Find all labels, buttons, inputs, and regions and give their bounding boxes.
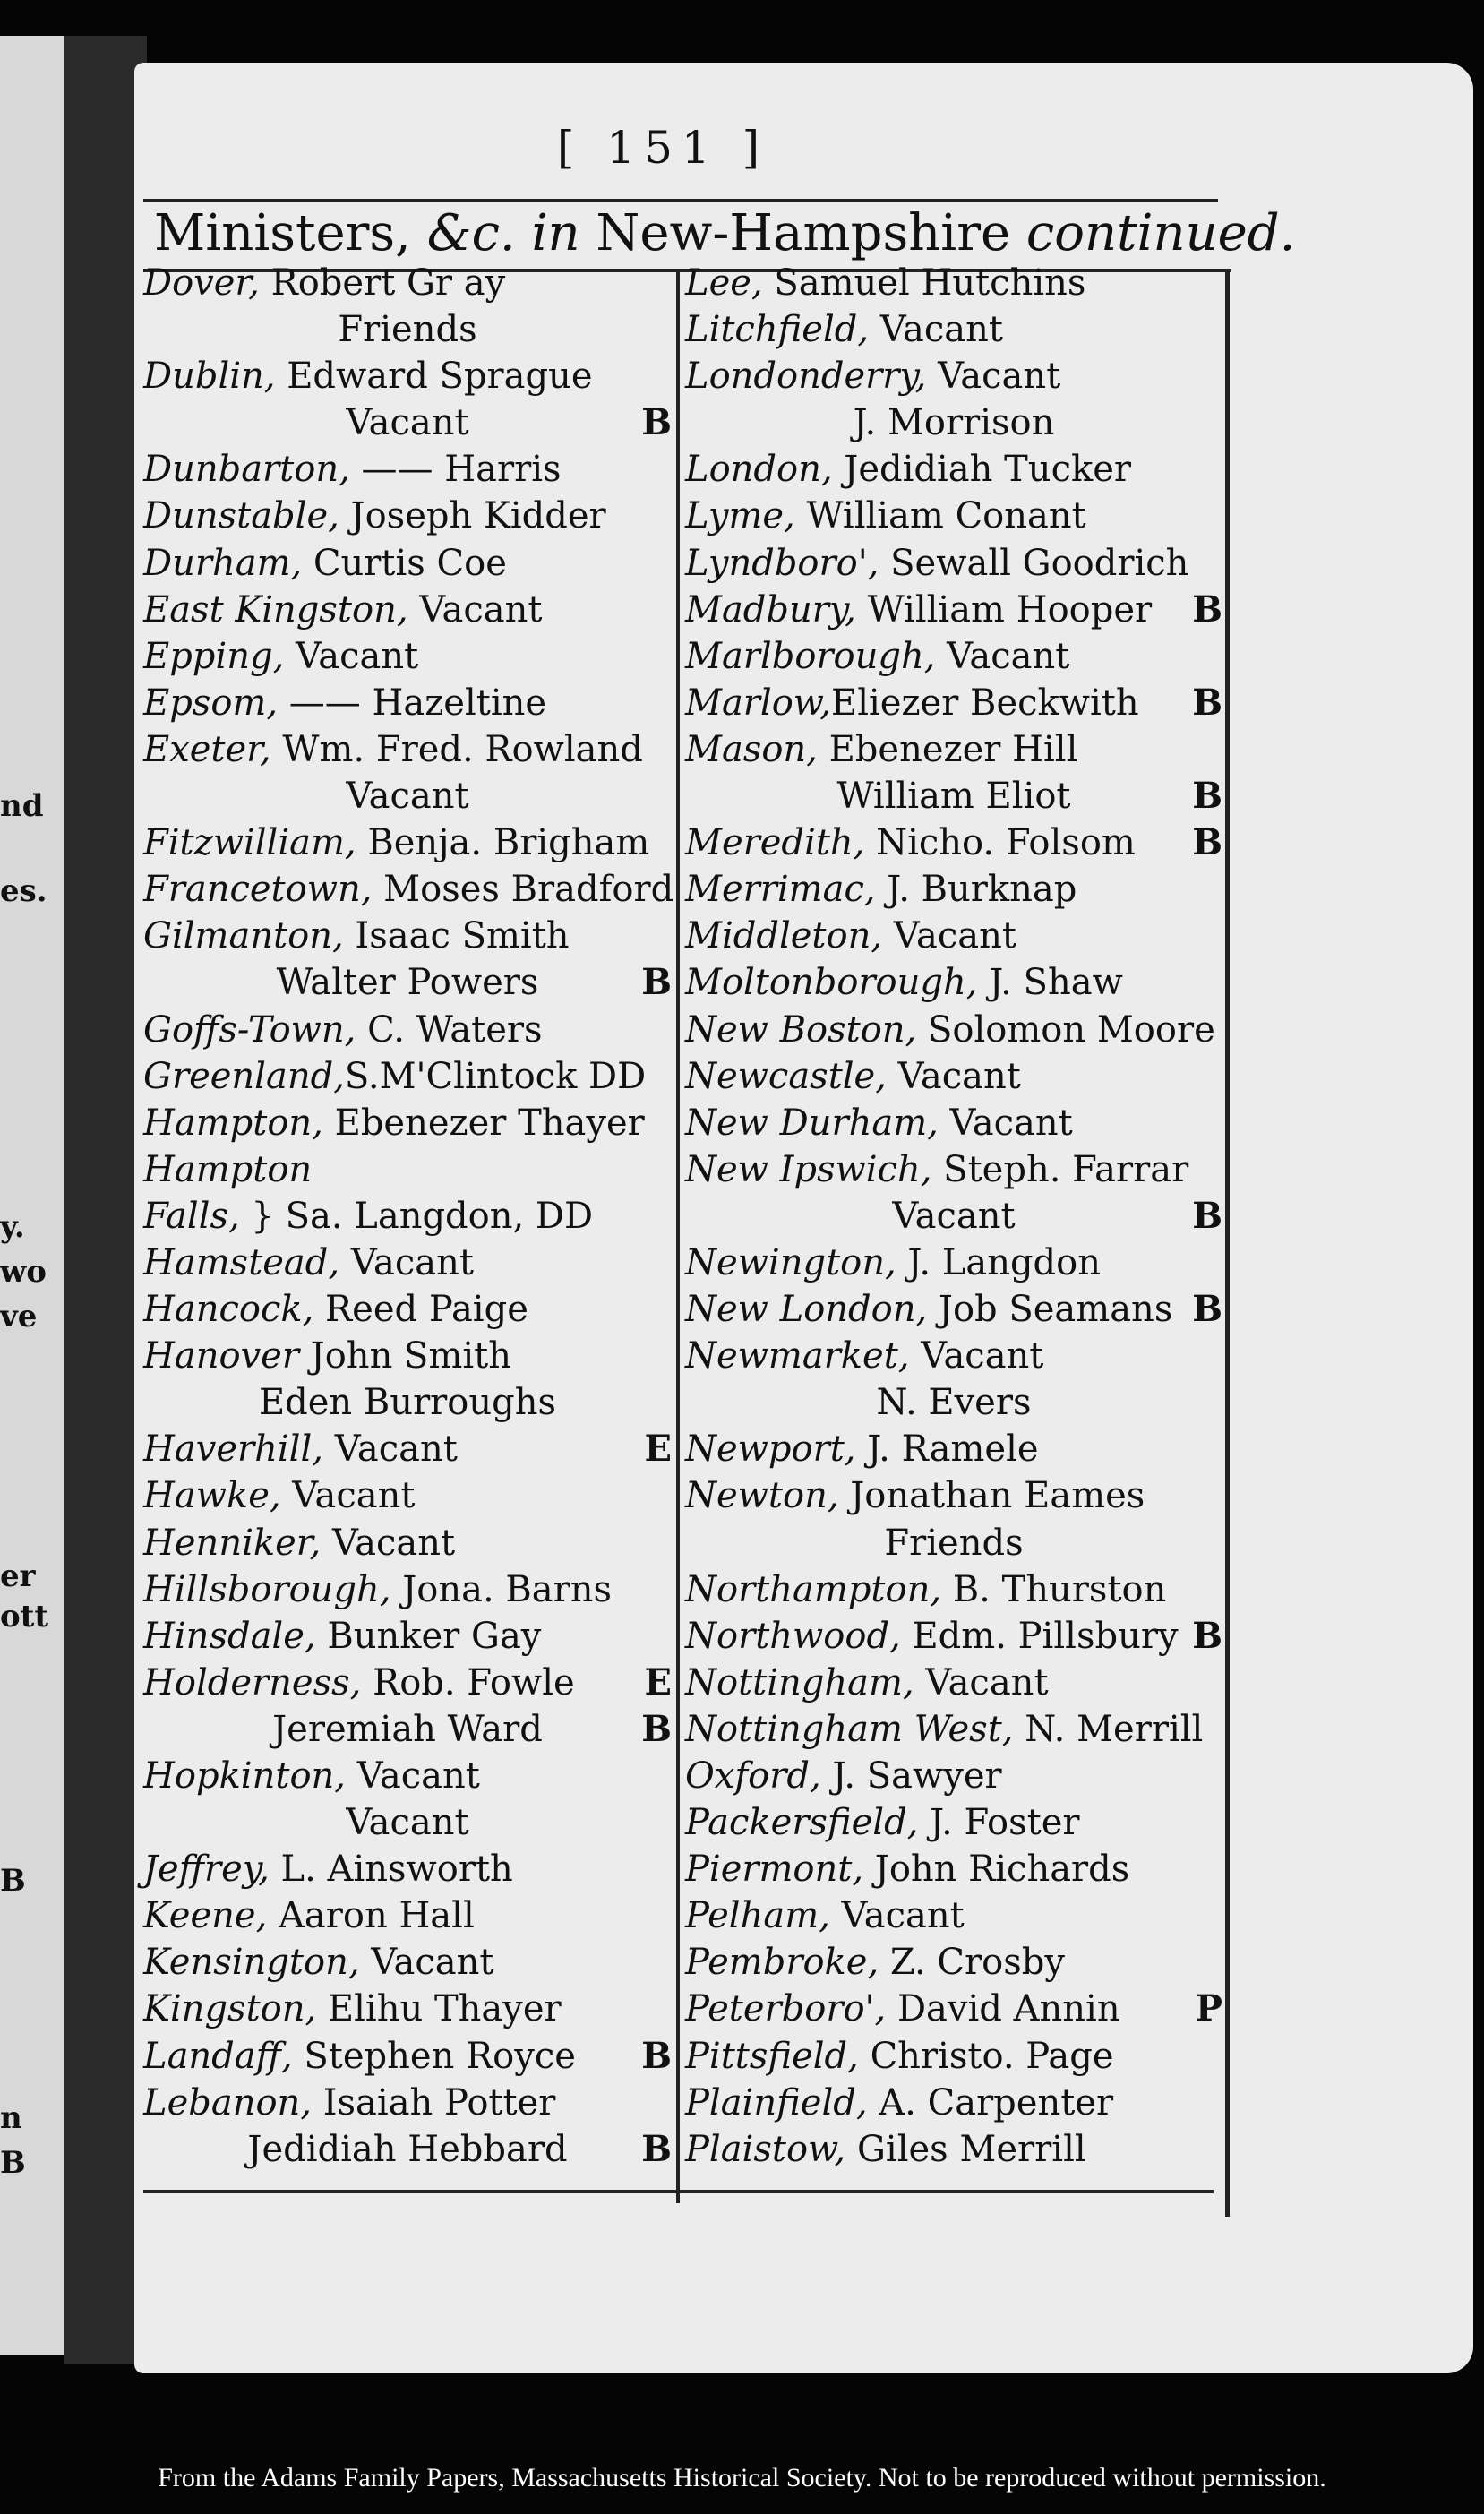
directory-entry: [143, 1333, 672, 1379]
directory-entry: [143, 2033, 672, 2080]
directory-entry: [143, 1986, 672, 2032]
heading-part: continued.: [1025, 204, 1296, 262]
town-name: Nottingham West,: [685, 1708, 1014, 1750]
town-name: Plainfield,: [685, 2081, 868, 2124]
minister-name: Robert Gr ay: [259, 262, 506, 304]
town-name: New Ipswich,: [685, 1148, 932, 1190]
minister-name: J. Ramele: [855, 1429, 1039, 1471]
minister-name: Job Seamans: [927, 1289, 1173, 1331]
directory-entry: [685, 1613, 1222, 1660]
minister-name: Vacant: [407, 588, 543, 631]
minister-name: —— Hazeltine: [278, 682, 547, 724]
heading-part: Ministers,: [154, 204, 427, 262]
directory-entry: [143, 1799, 672, 1846]
town-name: Hampton: [143, 1148, 313, 1190]
directory-entry: [143, 633, 672, 680]
minister-name: J. Morrison: [853, 402, 1055, 444]
directory-entry: [143, 2126, 672, 2173]
heading-part: &c.: [426, 204, 516, 262]
directory-entry: [685, 773, 1222, 819]
town-name: Merrimac,: [685, 869, 876, 911]
directory-entry: [143, 1613, 672, 1660]
directory-entry: [143, 260, 672, 306]
minister-name: J. Foster: [918, 1802, 1080, 1844]
directory-entry: [143, 1007, 672, 1053]
directory-entry: [143, 1193, 672, 1240]
prev-page-fragment: n: [0, 2100, 22, 2136]
minister-name: J. Shaw: [977, 962, 1123, 1004]
town-name: Hanover: [143, 1335, 299, 1377]
minister-name: S.M'Clintock DD: [344, 1055, 647, 1097]
minister-name: Friends: [884, 1522, 1024, 1564]
minister-name: Giles Merrill: [845, 2128, 1086, 2170]
directory-entry: [143, 1566, 672, 1613]
town-name: Dunbarton,: [143, 449, 350, 491]
minister-name: Stephen Royce: [292, 2035, 576, 2077]
town-name: Lyme,: [685, 495, 795, 537]
directory-entry: [143, 866, 672, 913]
minister-name: Vacant: [869, 309, 1003, 351]
town-name: Durham,: [143, 542, 303, 584]
town-name: New Boston,: [685, 1008, 917, 1051]
directory-entry: [685, 1053, 1222, 1100]
minister-name: Vacant: [346, 1755, 480, 1797]
town-name: Hinsdale,: [143, 1615, 316, 1657]
directory-entry: [143, 1100, 672, 1146]
town-name: Falls,: [143, 1195, 240, 1237]
minister-name: Joseph Kidder: [339, 495, 606, 537]
minister-name: Edward Sprague: [275, 356, 593, 398]
directory-entry: [143, 587, 672, 633]
town-name: Pittsfield,: [685, 2035, 859, 2077]
directory-entry: [685, 306, 1222, 353]
directory-entry: [685, 1472, 1222, 1519]
directory-entry: [685, 1892, 1222, 1939]
minister-name: John Richards: [863, 1849, 1130, 1891]
directory-entry: [685, 1846, 1222, 1892]
town-name: Newport,: [685, 1429, 856, 1471]
denomination-mark: B: [1192, 1614, 1222, 1657]
minister-name: Rob. Fowle: [361, 1661, 575, 1703]
directory-entry: [685, 1333, 1222, 1379]
town-name: Hillsborough,: [143, 1568, 391, 1610]
minister-name: Vacant: [938, 1102, 1073, 1144]
prev-page-fragment: nd: [0, 788, 44, 824]
directory-entry: [685, 819, 1222, 866]
denomination-mark: B: [1192, 1194, 1222, 1237]
minister-name: J. Langdon: [896, 1241, 1102, 1283]
directory-entry: [685, 493, 1222, 539]
town-name: Greenland,: [143, 1055, 345, 1097]
minister-name: Eliezer Beckwith: [831, 682, 1139, 724]
directory-entry: [143, 1892, 672, 1939]
directory-entry: [143, 540, 672, 587]
town-name: East Kingston,: [143, 588, 408, 631]
minister-name: —— Harris: [349, 449, 562, 491]
town-name: Francetown,: [143, 869, 373, 911]
header-rule: [143, 199, 1218, 202]
minister-name: Friends: [338, 309, 477, 351]
table-frame-bottom: [143, 2190, 1214, 2193]
minister-name: Wm. Fred. Rowland: [270, 728, 643, 770]
denomination-mark: B: [1192, 588, 1222, 631]
page-number: [ 151 ]: [556, 122, 769, 174]
heading-part: in: [515, 204, 596, 262]
town-name: Nottingham,: [685, 1661, 914, 1703]
denomination-mark: B: [1192, 821, 1222, 864]
town-name: Meredith,: [685, 822, 865, 864]
town-name: Haverhill,: [143, 1429, 323, 1471]
denomination-mark: P: [1195, 1987, 1222, 2030]
directory-entry: [143, 1379, 672, 1426]
prev-page-fragment: B: [0, 2145, 26, 2181]
directory-entry: [685, 446, 1222, 493]
minister-name: Ebenezer Hill: [817, 728, 1078, 770]
directory-entry: [143, 1753, 672, 1799]
directory-entry: [685, 353, 1222, 399]
previous-page-edge: [0, 36, 68, 2355]
directory-entry: [143, 1472, 672, 1519]
minister-name: Benja. Brigham: [356, 822, 650, 864]
minister-name: Vacant: [339, 1241, 474, 1283]
town-name: Lebanon,: [143, 2081, 313, 2124]
minister-name: Vacant: [346, 776, 469, 818]
denomination-mark: E: [644, 1660, 672, 1703]
minister-name: David Annin: [886, 1988, 1120, 2030]
minister-name: Steph. Farrar: [931, 1148, 1189, 1190]
town-name: Lyndboro',: [685, 542, 879, 584]
directory-entry: [143, 726, 672, 773]
minister-name: Vacant: [926, 356, 1061, 398]
denomination-mark: B: [641, 2127, 672, 2170]
directory-entry: [685, 1100, 1222, 1146]
directory-entry: [143, 913, 672, 959]
prev-page-fragment: wo: [0, 1254, 47, 1290]
directory-entry: [143, 493, 672, 539]
directory-entry: [685, 680, 1222, 726]
directory-entry: [685, 1566, 1222, 1613]
directory-entry: [143, 680, 672, 726]
directory-entry: [143, 2080, 672, 2126]
minister-name: Elihu Thayer: [316, 1988, 562, 2030]
directory-entry: [685, 2126, 1222, 2173]
heading-part: New-Hampshire: [596, 204, 1026, 262]
minister-name: Vacant: [909, 1335, 1044, 1377]
minister-name: Vacant: [321, 1522, 456, 1564]
town-name: Oxford,: [685, 1755, 821, 1797]
minister-name: Vacant: [886, 1055, 1021, 1097]
denomination-mark: B: [641, 961, 672, 1004]
minister-name: Vacant: [829, 1895, 965, 1937]
town-name: Piermont,: [685, 1849, 864, 1891]
minister-name: Vacant: [914, 1661, 1049, 1703]
minister-name: Nicho. Folsom: [864, 822, 1136, 864]
prev-page-fragment: es.: [0, 873, 47, 909]
minister-name: J. Sawyer: [820, 1755, 1002, 1797]
minister-name: Vacant: [882, 915, 1016, 957]
town-name: London,: [685, 449, 833, 491]
directory-entry: [685, 1240, 1222, 1286]
directory-entry: [685, 587, 1222, 633]
minister-name: John Smith: [298, 1335, 511, 1377]
directory-entry: [143, 1146, 672, 1193]
directory-entry: [143, 1939, 672, 1986]
town-name: Jeffrey,: [143, 1849, 270, 1891]
directory-entry: [143, 1660, 672, 1706]
prev-page-fragment: ve: [0, 1299, 38, 1334]
directory-entry: [685, 399, 1222, 446]
directory-entry: [685, 2033, 1222, 2080]
town-name: Newmarket,: [685, 1335, 910, 1377]
town-name: Kensington,: [143, 1942, 360, 1984]
town-name: Mason,: [685, 728, 818, 770]
town-name: Dublin,: [143, 356, 276, 398]
town-name: Londonderry,: [685, 356, 927, 398]
town-name: Exeter,: [143, 728, 271, 770]
left-column: [143, 260, 672, 2173]
column-divider: [676, 269, 680, 2203]
directory-entry: [143, 306, 672, 353]
town-name: Hawke,: [143, 1475, 281, 1517]
prev-page-fragment: er: [0, 1558, 36, 1594]
minister-name: Jedidiah Tucker: [832, 449, 1131, 491]
minister-name: Isaac Smith: [343, 915, 570, 957]
denomination-mark: B: [641, 401, 672, 444]
minister-name: Vacant: [346, 402, 469, 444]
directory-entry: [685, 1706, 1222, 1753]
minister-name: Vacant: [892, 1195, 1016, 1237]
directory-entry: [143, 1520, 672, 1566]
directory-entry: [685, 913, 1222, 959]
directory-entry: [143, 1286, 672, 1333]
minister-name: Eden Burroughs: [258, 1382, 557, 1424]
town-name: Pelham,: [685, 1895, 830, 1937]
denomination-mark: E: [644, 1428, 672, 1471]
page-heading: [154, 204, 1296, 262]
town-name: Hamstead,: [143, 1241, 340, 1283]
directory-entry: [143, 353, 672, 399]
prev-page-fragment: ott: [0, 1599, 49, 1635]
directory-entry: [143, 773, 672, 819]
directory-entry: [685, 726, 1222, 773]
town-name: Landaff,: [143, 2035, 293, 2077]
town-name: Goffs-Town,: [143, 1008, 356, 1051]
town-name: Dunstable,: [143, 495, 339, 537]
minister-name: J. Burknap: [875, 869, 1077, 911]
town-name: Newington,: [685, 1241, 896, 1283]
minister-name: Vacant: [280, 1475, 416, 1517]
table-frame-right: [1225, 269, 1230, 2217]
directory-entry: [685, 1146, 1222, 1193]
denomination-mark: B: [1192, 775, 1222, 818]
town-name: Marlborough,: [685, 635, 936, 677]
minister-name: N. Evers: [876, 1382, 1032, 1424]
town-name: Pembroke,: [685, 1942, 879, 1984]
directory-entry: [685, 633, 1222, 680]
town-name: Newton,: [685, 1475, 839, 1517]
town-name: New Durham,: [685, 1102, 939, 1144]
directory-entry: [143, 446, 672, 493]
town-name: Kingston,: [143, 1988, 317, 2030]
minister-name: Aaron Hall: [267, 1895, 475, 1937]
prev-page-fragment: B: [0, 1863, 26, 1899]
minister-name: Isaiah Potter: [312, 2081, 556, 2124]
minister-name: William Eliot: [836, 776, 1071, 818]
minister-name: Solomon Moore: [916, 1008, 1215, 1051]
right-column: [685, 260, 1222, 2173]
minister-name: Bunker Gay: [315, 1615, 542, 1657]
town-name: Peterboro',: [685, 1988, 887, 2030]
directory-entry: [685, 1753, 1222, 1799]
minister-name: Vacant: [322, 1429, 458, 1471]
minister-name: Vacant: [935, 635, 1070, 677]
minister-name: } Sa. Langdon, DD: [239, 1195, 594, 1237]
directory-entry: [685, 540, 1222, 587]
prev-page-fragment: y.: [0, 1209, 25, 1245]
town-name: Madbury,: [685, 588, 856, 631]
directory-entry: [685, 959, 1222, 1006]
minister-name: Samuel Hutchins: [762, 262, 1086, 304]
town-name: Middleton,: [685, 915, 883, 957]
minister-name: William Hooper: [855, 588, 1153, 631]
directory-entry: [143, 1846, 672, 1892]
directory-entry: [143, 399, 672, 446]
directory-entry: [685, 1426, 1222, 1472]
minister-name: Christo. Page: [858, 2035, 1114, 2077]
town-name: Moltonborough,: [685, 962, 978, 1004]
directory-entry: [685, 1660, 1222, 1706]
minister-name: N. Merrill: [1013, 1708, 1204, 1750]
directory-entry: [143, 819, 672, 866]
minister-name: Z. Crosby: [879, 1942, 1065, 1984]
directory-entry: [685, 260, 1222, 306]
minister-name: Reed Paige: [313, 1289, 528, 1331]
minister-name: Vacant: [346, 1802, 469, 1844]
minister-name: L. Ainsworth: [269, 1849, 513, 1891]
town-name: Hampton,: [143, 1102, 323, 1144]
minister-name: C. Waters: [356, 1008, 543, 1051]
town-name: Keene,: [143, 1895, 268, 1937]
minister-name: Sewall Goodrich: [879, 542, 1189, 584]
directory-entry: [143, 1053, 672, 1100]
directory-entry: [685, 2080, 1222, 2126]
town-name: Epping,: [143, 635, 285, 677]
minister-name: Vacant: [359, 1942, 494, 1984]
directory-entry: [143, 1240, 672, 1286]
town-name: Henniker,: [143, 1522, 322, 1564]
town-name: Northwood,: [685, 1615, 901, 1657]
town-name: Newcastle,: [685, 1055, 887, 1097]
minister-name: Jedidiah Hebbard: [247, 2128, 568, 2170]
town-name: Lee,: [685, 262, 763, 304]
directory-entry: [143, 959, 672, 1006]
town-name: Fitzwilliam,: [143, 822, 356, 864]
town-name: Gilmanton,: [143, 915, 344, 957]
minister-name: Walter Powers: [276, 962, 539, 1004]
town-name: Hopkinton,: [143, 1755, 346, 1797]
minister-name: Curtis Coe: [302, 542, 507, 584]
minister-name: Jeremiah Ward: [272, 1708, 543, 1750]
directory-entry: [685, 1007, 1222, 1053]
minister-name: Jona. Barns: [390, 1568, 613, 1610]
town-name: Litchfield,: [685, 309, 870, 351]
town-name: Packersfield,: [685, 1802, 919, 1844]
directory-entry: [685, 1379, 1222, 1426]
minister-name: Ebenezer Thayer: [322, 1102, 645, 1144]
minister-name: Moses Bradford: [372, 869, 674, 911]
minister-name: William Conant: [794, 495, 1086, 537]
town-name: Epsom,: [143, 682, 279, 724]
directory-entry: [685, 866, 1222, 913]
denomination-mark: B: [1192, 681, 1222, 724]
minister-name: A. Carpenter: [867, 2081, 1114, 2124]
directory-entry: [685, 1193, 1222, 1240]
minister-name: Jonathan Eames: [838, 1475, 1145, 1517]
minister-name: B. Thurston: [941, 1568, 1167, 1610]
town-name: Hancock,: [143, 1289, 314, 1331]
denomination-mark: B: [641, 1707, 672, 1750]
denomination-mark: B: [1192, 1288, 1222, 1331]
minister-name: Vacant: [284, 635, 419, 677]
footer-credit: From the Adams Family Papers, Massachusetts Historical Society. Not to be reproduced without permission.: [158, 2463, 1326, 2493]
minister-name: Edm. Pillsbury: [900, 1615, 1179, 1657]
town-name: Holderness,: [143, 1661, 362, 1703]
denomination-mark: B: [641, 2034, 672, 2077]
directory-entry: [685, 1986, 1222, 2032]
directory-entry: [685, 1286, 1222, 1333]
directory-entry: [685, 1939, 1222, 1986]
town-name: Marlow,: [685, 682, 832, 724]
directory-entry: [143, 1706, 672, 1753]
directory-entry: [143, 1426, 672, 1472]
town-name: Plaistow,: [685, 2128, 846, 2170]
town-name: Northampton,: [685, 1568, 942, 1610]
directory-entry: [685, 1799, 1222, 1846]
town-name: Dover,: [143, 262, 260, 304]
town-name: New London,: [685, 1289, 928, 1331]
directory-entry: [685, 1520, 1222, 1566]
